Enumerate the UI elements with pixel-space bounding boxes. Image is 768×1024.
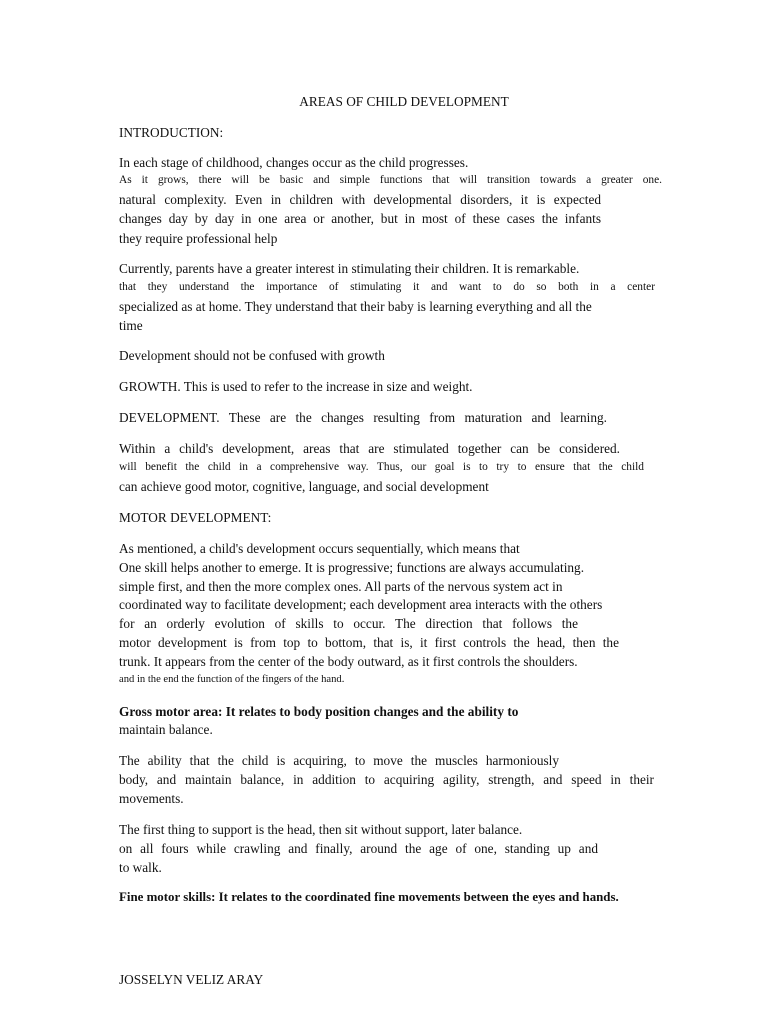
confused-line: Development should not be confused with growth bbox=[119, 348, 385, 363]
parents-line-4: time bbox=[119, 318, 143, 333]
within-line-1: Within a child's development, areas that are stimulated together can be considered. bbox=[119, 441, 620, 456]
motor-line-7: trunk. It appears from the center of the body outward, as it first controls the shoulders. bbox=[119, 654, 578, 669]
fine-motor-heading: Fine motor skills: It relates to the coordinated fine movements between the eyes and hands. bbox=[119, 890, 619, 904]
gross-motor-heading-cont: maintain balance. bbox=[119, 722, 213, 737]
ability-line-1: The ability that the child is acquiring, to move the muscles harmoniously bbox=[119, 753, 559, 768]
support-line-3: to walk. bbox=[119, 860, 162, 875]
footer-author: JOSSELYN VELIZ ARAY bbox=[119, 972, 264, 987]
intro-line-5: they require professional help bbox=[119, 231, 278, 246]
intro-line-4: changes day by day in one area or another, but in most of these cases the infants bbox=[119, 211, 601, 226]
gross-motor-heading: Gross motor area: It relates to body position changes and the ability to bbox=[119, 704, 519, 719]
motor-development-heading: MOTOR DEVELOPMENT: bbox=[119, 510, 272, 525]
development-line: DEVELOPMENT. These are the changes resulting from maturation and learning. bbox=[119, 410, 607, 425]
intro-line-3: natural complexity. Even in children with developmental disorders, it is expected bbox=[119, 192, 601, 207]
intro-line-2: As it grows, there will be basic and simple functions that will transition towards a greater one. bbox=[119, 174, 662, 186]
within-line-2: will benefit the child in a comprehensive way. Thus, our goal is to try to ensure that the child bbox=[119, 461, 644, 473]
support-line-2: on all fours while crawling and finally, around the age of one, standing up and bbox=[119, 841, 598, 856]
parents-line-3: specialized as at home. They understand that their baby is learning everything and all the bbox=[119, 299, 592, 314]
intro-line-1: In each stage of childhood, changes occur as the child progresses. bbox=[119, 155, 469, 170]
ability-line-3: movements. bbox=[119, 791, 184, 806]
introduction-heading: INTRODUCTION: bbox=[119, 125, 224, 140]
parents-line-1: Currently, parents have a greater interest in stimulating their children. It is remarkable. bbox=[119, 261, 580, 276]
motor-line-2: One skill helps another to emerge. It is progressive; functions are always accumulating. bbox=[119, 560, 585, 575]
motor-line-1: As mentioned, a child's development occurs sequentially, which means that bbox=[119, 541, 520, 556]
support-line-1: The first thing to support is the head, then sit without support, later balance. bbox=[119, 822, 523, 837]
motor-line-6: motor development is from top to bottom, that is, it first controls the head, then the bbox=[119, 635, 619, 650]
motor-line-8: and in the end the function of the fingers of the hand. bbox=[119, 674, 345, 685]
ability-line-2: body, and maintain balance, in addition to acquiring agility, strength, and speed in their bbox=[119, 772, 654, 787]
motor-line-5: for an orderly evolution of skills to occur. The direction that follows the bbox=[119, 616, 578, 631]
motor-line-4: coordinated way to facilitate development; each development area interacts with the others bbox=[119, 597, 603, 612]
motor-line-3: simple first, and then the more complex ones. All parts of the nervous system act in bbox=[119, 579, 563, 594]
document-title: AREAS OF CHILD DEVELOPMENT bbox=[299, 94, 509, 109]
parents-line-2: that they understand the importance of stimulating it and want to do so both in a center bbox=[119, 281, 655, 293]
growth-line: GROWTH. This is used to refer to the increase in size and weight. bbox=[119, 379, 473, 394]
within-line-3: can achieve good motor, cognitive, language, and social development bbox=[119, 479, 489, 494]
